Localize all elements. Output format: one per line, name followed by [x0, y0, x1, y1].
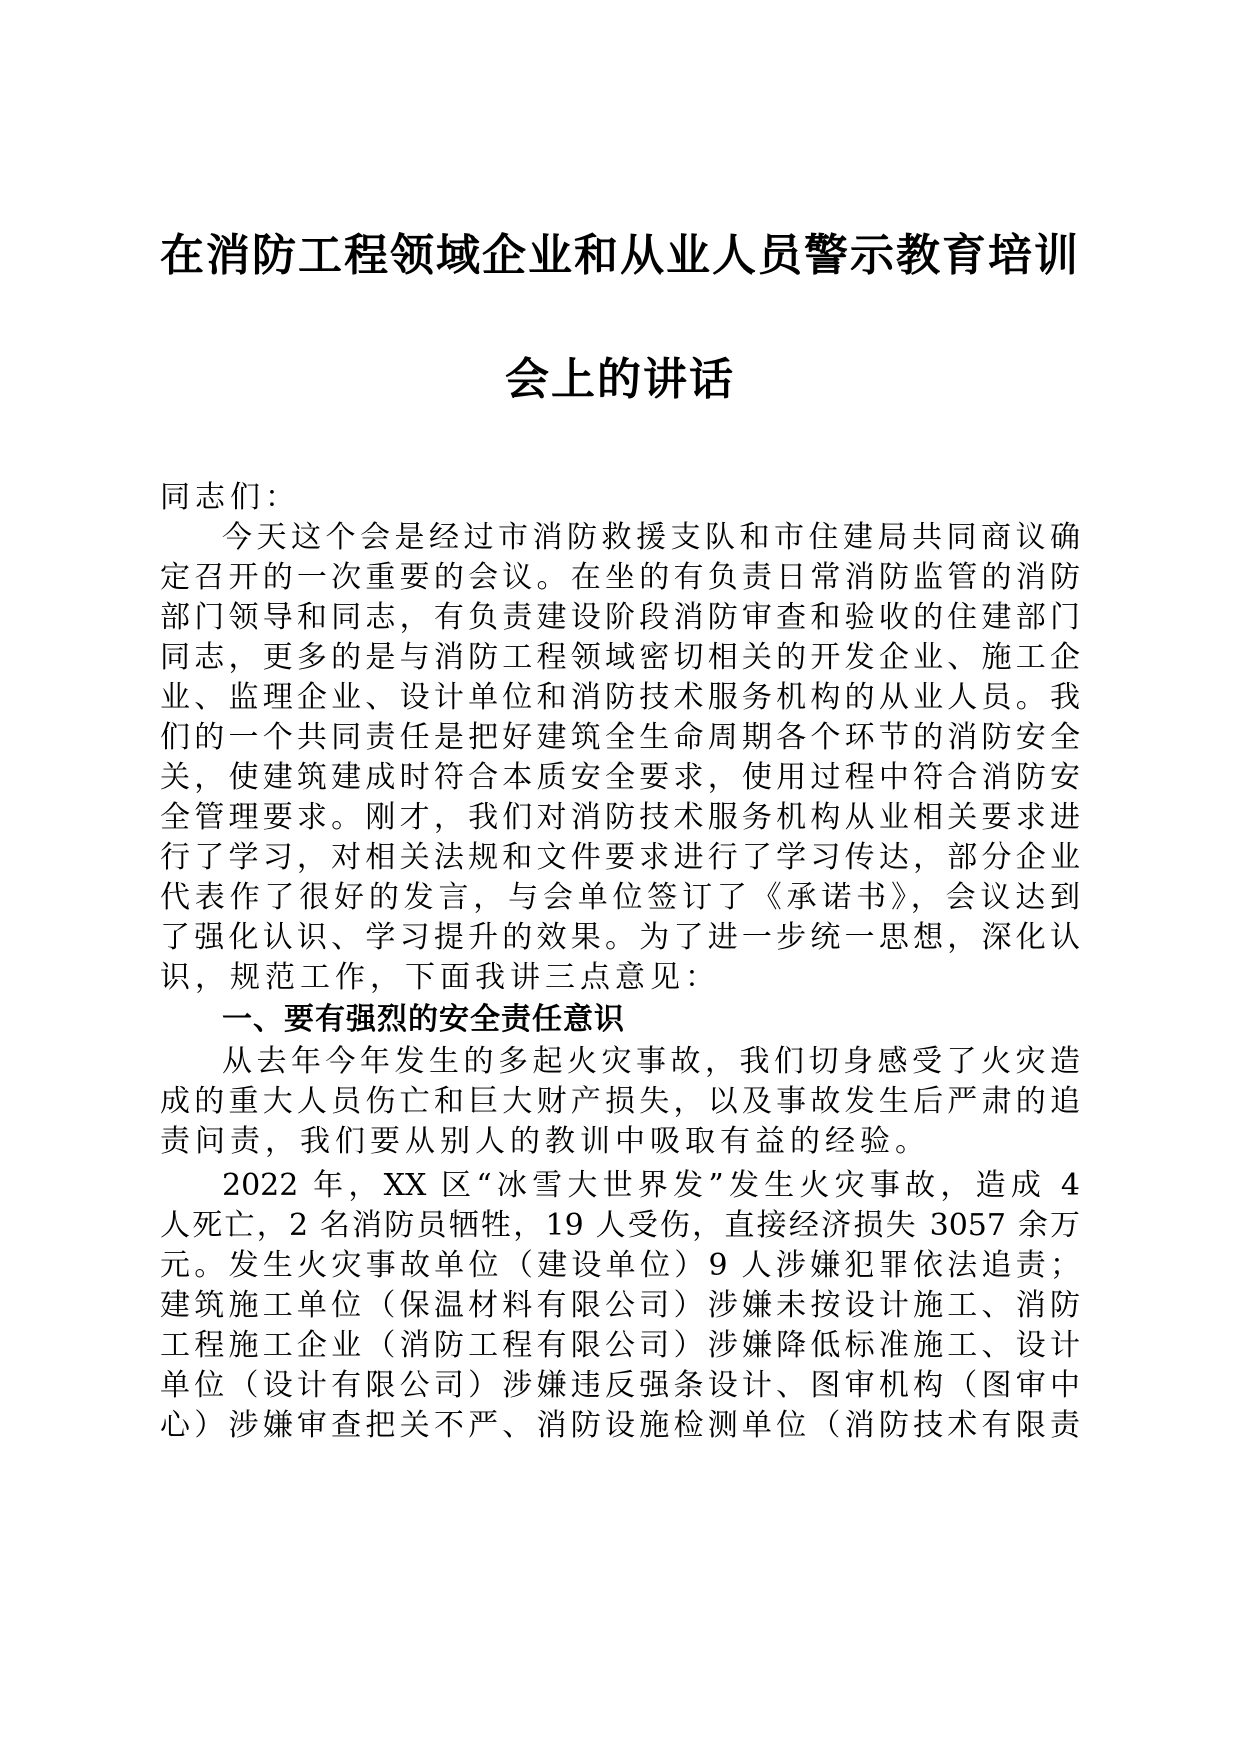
- paragraph-1-line: 今天这个会是经过市消防救援支队和市住建局共同商议确: [222, 520, 1080, 555]
- paragraph-3-line: 单位（设计有限公司）涉嫌违反强条设计、图审机构（图审中: [160, 1368, 1080, 1403]
- section-heading-1: 一、要有强烈的安全责任意识: [222, 1002, 625, 1037]
- paragraph-1-line: 代表作了很好的发言，与会单位签订了《承诺书》，会议达到: [160, 880, 1080, 915]
- paragraph-1-line: 业、监理企业、设计单位和消防技术服务机构的从业人员。我: [160, 680, 1080, 715]
- paragraph-1-line: 们的一个共同责任是把好建筑全生命周期各个环节的消防安全: [160, 720, 1080, 755]
- paragraph-3-line: 工程施工企业（消防工程有限公司）涉嫌降低标准施工、设计: [160, 1328, 1080, 1363]
- document-title-line-2: 会上的讲话: [505, 354, 735, 405]
- paragraph-3-line: 心）涉嫌审查把关不严、消防设施检测单位（消防技术有限责: [160, 1408, 1080, 1443]
- paragraph-1-line: 了强化认识、学习提升的效果。为了进一步统一思想，深化认: [160, 920, 1080, 955]
- paragraph-1-line: 部门领导和同志，有负责建设阶段消防审查和验收的住建部门: [160, 600, 1080, 635]
- paragraph-2-line: 成的重大人员伤亡和巨大财产损失，以及事故发生后严肃的追: [160, 1084, 1080, 1119]
- document-title-line-1: 在消防工程领域企业和从业人员警示教育培训: [160, 230, 1080, 281]
- paragraph-1-line: 全管理要求。刚才，我们对消防技术服务机构从业相关要求进: [160, 800, 1080, 835]
- paragraph-1-line: 行了学习，对相关法规和文件要求进行了学习传达，部分企业: [160, 840, 1080, 875]
- paragraph-3-line: 建筑施工单位（保温材料有限公司）涉嫌未按设计施工、消防: [160, 1288, 1080, 1323]
- paragraph-1-line: 关，使建筑建成时符合本质安全要求，使用过程中符合消防安: [160, 760, 1080, 795]
- paragraph-2-line: 从去年今年发生的多起火灾事故，我们切身感受了火灾造: [222, 1044, 1080, 1079]
- paragraph-1-line: 识，规范工作，下面我讲三点意见：: [160, 960, 720, 995]
- paragraph-3-line: 2022 年，XX 区“冰雪大世界发”发生火灾事故，造成 4: [222, 1168, 1080, 1203]
- paragraph-1-line: 定召开的一次重要的会议。在坐的有负责日常消防监管的消防: [160, 560, 1080, 595]
- paragraph-1-line: 同志，更多的是与消防工程领域密切相关的开发企业、施工企: [160, 640, 1080, 675]
- paragraph-3-line: 人死亡，2 名消防员牺牲，19 人受伤，直接经济损失 3057 余万: [160, 1208, 1080, 1243]
- paragraph-2-line: 责问责，我们要从别人的教训中吸取有益的经验。: [160, 1124, 930, 1159]
- paragraph-3-line: 元。发生火灾事故单位（建设单位）9 人涉嫌犯罪依法追责；: [160, 1248, 1080, 1283]
- salutation: 同志们：: [160, 480, 300, 515]
